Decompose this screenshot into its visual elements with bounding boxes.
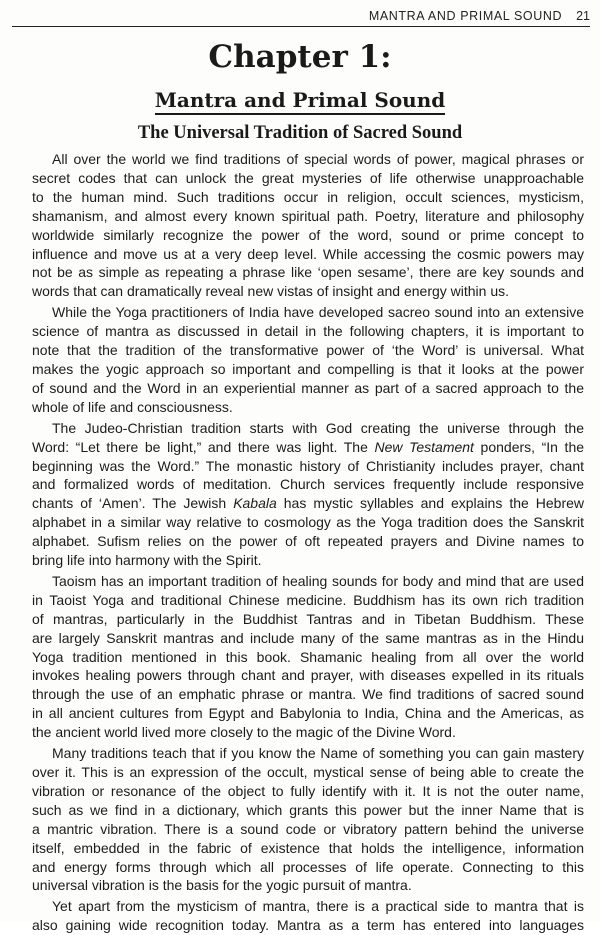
text-line: also gaining wide recognition today. Mantra as a term has entered into languages	[32, 917, 584, 934]
text-line: over it. This is an expression of the occult, mystical sense of being able to create the	[32, 764, 584, 780]
paragraph	[12, 303, 584, 416]
text-line: a mantric vibration. There is a sound code or vibratory pattern behind the universe	[32, 820, 584, 837]
chapter-title: Chapter 1:	[208, 39, 392, 75]
running-head	[12, 8, 590, 27]
text-line: All over the world we find traditions of special words of power, magical phrases or	[52, 151, 584, 167]
text-line: such as we find in a dictionary, which grants this power but the inner Name that is	[32, 801, 584, 818]
text-line: bring life into harmony with the Spirit.	[32, 552, 262, 569]
text-line: not be as simple as repeating a phrase like ‘open sesame’, there are key sounds and	[32, 264, 584, 281]
text-line: Word: “Let there be light,” and there was light. The New Testament ponders, “In the	[32, 438, 585, 455]
paragraph	[12, 897, 584, 935]
text-line: in all ancient cultures from Egypt and Babylonia to India, China and the Americas, as	[32, 705, 584, 722]
chapter-subtitle-text: Mantra and Primal Sound	[155, 88, 446, 115]
text-line: words that can dramatically reveal new vistas of insight and energy within us.	[32, 283, 510, 300]
text-line: alphabet in a similar way relative to cosmology as the Yoga tradition does the Sanskrit	[32, 514, 584, 531]
text-line: are largely Sanskrit mantras and include many of the same mantras as in the Hindu	[32, 629, 584, 646]
chapter-subtitle	[0, 86, 600, 114]
text-line: shamanism, and almost every known spiritual path. Poetry, literature and philosophy	[32, 207, 584, 224]
text-line: influence and move us at a very deep level. While accessing the cosmic powers may	[32, 245, 584, 262]
text-line: chants of ‘Amen’. The Jewish Kabala has mystic syllables and explains the Hebrew	[32, 495, 585, 512]
text-line: While the Yoga practitioners of India have developed sacreo sound into an extensive	[52, 304, 584, 321]
text-line: Taoism has an important tradition of healing sounds for body and mind that are used	[52, 572, 584, 589]
text-line: makes the yogic approach so important and compelling is that it looks at the power	[32, 360, 584, 377]
text-line: Many traditions teach that if you know the Name of something you can gain mastery	[52, 745, 584, 762]
text-line: science of mantra as discussed in detail in the following chapters, it is important to	[32, 323, 584, 340]
text-line: in Taoist Yoga and traditional Chinese medicine. Buddhism has its own rich tradition	[32, 591, 584, 608]
paragraph	[12, 419, 584, 570]
text-line: and energy forms through which all processes of life operate. Connecting to this	[32, 858, 584, 875]
text-line: through the use of an emphatic phrase or mantra. We find traditions of sacred sound	[32, 686, 584, 703]
text-line: secret codes that can unlock the great mysteries of life otherwise unapproachable	[32, 169, 584, 186]
text-line: itself, embedded in the fabric of existence that holds the intelligence, information	[32, 839, 584, 856]
text-line: invokes healing powers through chant and prayer, with diseases expelled in its rituals	[32, 667, 584, 684]
paragraph	[12, 150, 584, 301]
body-text	[12, 150, 584, 935]
text-line: alphabet. Sufism relies on the power of oft repeated prayers and Divine names to	[32, 533, 584, 550]
text-line: and formalized words of meditation. Church services frequently include responsive	[32, 476, 584, 493]
text-line: vibration or resonance of the object to fully identify with it. It is not the outer name,	[32, 782, 584, 799]
text-line: to the human mind. Such traditions occur in religion, occult sciences, mysticism,	[32, 188, 584, 205]
text-line: Yoga tradition mentioned in this book. Shamanic healing from all over the world	[32, 648, 584, 665]
text-line: whole of life and consciousness.	[32, 398, 233, 415]
paragraph	[12, 572, 584, 742]
text-line: Yet apart from the mysticism of mantra, there is a practical side to mantra that is	[52, 898, 584, 915]
text-line: the ancient world lived more closely to the magic of the Divine Word.	[32, 724, 456, 741]
text-line: The Judeo-Christian tradition starts with God creating the universe through the	[52, 419, 584, 436]
text-line: universal vibration is the basis for the yogic pursuit of mantra.	[32, 877, 412, 894]
running-head-title: MANTRA AND PRIMAL SOUND	[368, 9, 563, 23]
text-line: worldwide similarly recognize the power of the word, sound or prime concept to	[32, 226, 584, 243]
section-heading: The Universal Tradition of Sacred Sound	[137, 123, 463, 143]
paragraph	[12, 744, 584, 895]
page-number: 21	[576, 9, 590, 23]
text-line: of sound and the Word in an experiential manner as part of a sacred approach to the	[32, 379, 584, 396]
text-line: of mantras, particularly in the Buddhist Tantras and in Tibetan Buddhism. These	[32, 610, 584, 627]
text-line: beginning was the Word.” The monastic history of Christianity includes prayer, chant	[32, 457, 584, 474]
text-line: note that the tradition of the transformative power of ‘the Word’ is universal. What	[32, 342, 584, 359]
